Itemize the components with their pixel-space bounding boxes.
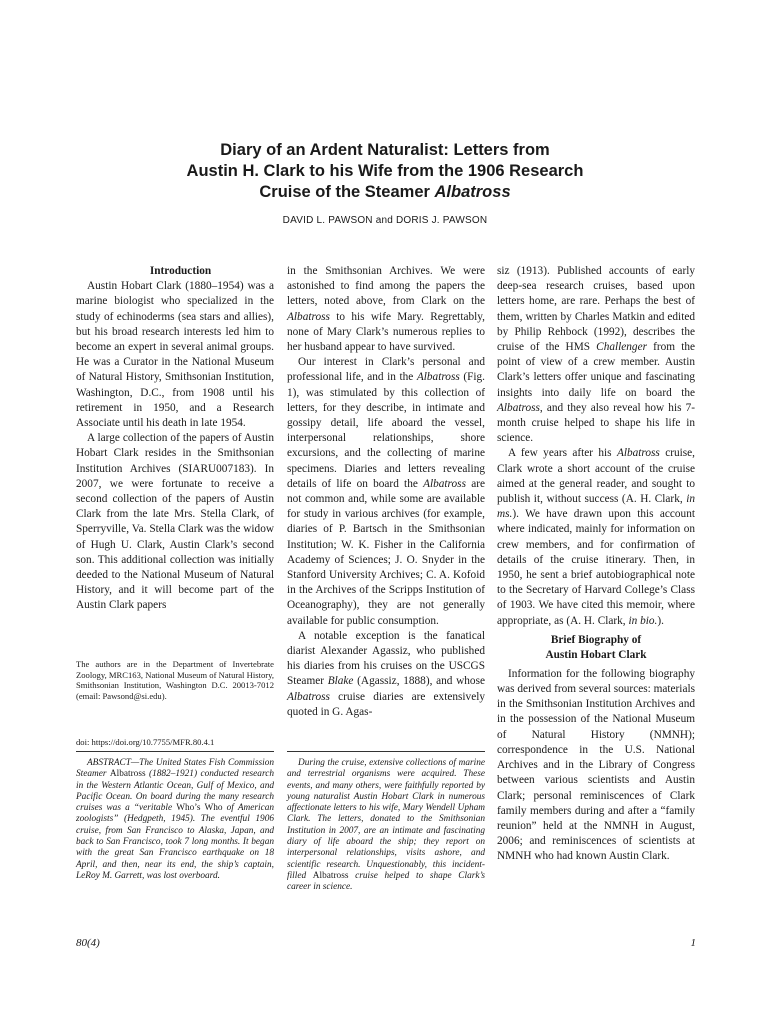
volume-number: 80(4)	[76, 937, 100, 949]
text-run: (Fig. 1), was stimulated by this collection of letters, for they describe, in intimate and gossipy detail, life aboard the vessel, interpersonal relationships, shore excursions, and the collecting of marine specimens. Diaries and letters revealing details of life on board the	[287, 371, 485, 490]
heading-line: Brief Biography of	[550, 633, 642, 646]
text-run: Our interest in Clark’s personal and professional life, and in the	[287, 356, 485, 384]
abstract-divider	[76, 751, 274, 752]
author-byline: DAVID L. PAWSON and DORIS J. PAWSON	[282, 215, 488, 226]
upright-run: Albatross	[312, 870, 349, 881]
doi-link[interactable]: doi: https://doi.org/10.7755/MFR.80.4.1	[76, 737, 215, 747]
text-run: cruise, Clark wrote a short account of the cruise aimed at the general reader, and sought to publish it, without success (A. H. Clark,	[497, 447, 695, 506]
text-run: A notable exception is the fanatical diarist Alexander Agassiz, who published his diaries from his cruises on the USCGS Steamer	[287, 629, 485, 688]
article-title	[0, 140, 770, 203]
text-run: siz (1913). Published accounts of early deep-sea research cruises, based upon letters home, are rare. Perhaps the best of them, written by Charles Matkin and edited by Philip Rehbock (1992), describes the cruise of the HMS	[497, 265, 695, 354]
text-run: (1882–1921) conducted research in the Western Atlantic Ocean, Gulf of Mexico, and Pacific Ocean. On board during the many research cruises was a “veritable	[76, 769, 274, 814]
upright-run: Albatross	[109, 769, 146, 780]
title-line-1: Diary of an Ardent Naturalist: Letters from	[220, 141, 550, 159]
text-run: in the Smithsonian Archives. We were astonished to find among the papers the letters, noted above, from Clark on the	[287, 265, 485, 308]
text-run: are not common and, while some are available for study in various archives (for example, diaries of P. Bartsch in the Smithsonian Institution; W. K. Fisher in the California Academy of Sciences; J. O. Snyder in the Stanford University Archives; C. A. Kofoid in the Archives of the Scripps Institution of Oceanography), they are not generally available for public consumption.	[287, 477, 485, 627]
abstract-divider	[287, 751, 485, 752]
italic-run: Albatross	[423, 477, 466, 490]
text-run: ).	[657, 614, 664, 627]
paragraph	[497, 446, 695, 628]
italic-run: in ms.	[497, 493, 695, 521]
section-heading-biography	[497, 633, 695, 663]
paragraph	[287, 629, 485, 720]
abstract-part-2	[287, 758, 485, 894]
text-run: ABSTRACT—The United States Fish Commission Steamer	[76, 758, 274, 780]
text-run: (Agassiz, 1888), and whose	[353, 675, 485, 688]
text-run: to his wife Mary. Regrettably, none of Mary Clark’s numerous replies to her husband appear to have survived.	[287, 310, 485, 354]
paragraph	[287, 264, 485, 355]
page-number: 1	[690, 937, 696, 949]
italic-run: Blake	[327, 675, 354, 688]
italic-run: Albatross	[416, 371, 460, 384]
text-run: of American zoologists” (Hedgpeth, 1945). The eventful 1906 cruise, from San Francisco to Alaska, Japan, and back to San Francisco, took 7 long months. It began with the great San Francisco earthquake on 18 April, and then, near its end, the ship’s captain, LeRoy M. Garrett, was lost overboard.	[76, 803, 274, 881]
upright-run: Who’s Who	[176, 803, 223, 814]
text-run: ). We have drawn upon this account where indicated, mainly for information on crew members, and for confirmation of details of the cruise itinerary. Then, in 1950, he sent a brief autobiographical note to the Secretary of Harvard College’s Class of 1903. We have cited this memoir, where appropriate, as (A. H. Clark,	[497, 508, 695, 627]
text-run: During the cruise, extensive collections of marine and terrestrial organisms were acquired. These events, and many others, were faithfully reported by young naturalist Austin Hobart Clark in numerous affectionate letters to his wife, Mary Wendell Upham Clark. The letters, donated to the Smithsonian Institution in 2007, are an intimate and fascinating diary of life aboard the ship; they report on interpersonal relationships, visits ashore, and scientific research. Unquestionably, this incident-filled	[287, 758, 485, 881]
text-run: cruise helped to shape Clark’s career in science.	[287, 870, 485, 893]
paragraph: A large collection of the papers of Austin Hobart Clark resides in the Smithsonian Institution Archives (SIARU007183). In 2007, we were fortunate to receive a second collection of the papers of Austin Clark from the late Mrs. Stella Clark, of Sperryville, Va. Stella Clark was the widow of Hugh U. Clark, Austin Clark’s second son. This additional collection was initially deeded to the National Museum of Natural History, and it will become part of the Austin Clark papers	[76, 432, 274, 612]
text-run: , and they also reveal how his 7-month cruise helped to shape his life in science.	[497, 401, 695, 445]
title-ship-name: Albatross	[434, 183, 511, 201]
text-run: cruise diaries are extensively quoted in G. Agas-	[287, 690, 485, 718]
paragraph: Austin Hobart Clark (1880–1954) was a marine biologist who specialized in the study of echinoderms (sea stars and allies), but his broad research interests led him to become an expert in several animal groups. He was a Curator in the National Museum of Natural History, Smithsonian Institution, Washington, D.C., from 1908 until his retirement in 1950, and a Research Associate until his death in late 1954.	[76, 280, 274, 430]
title-line-3-text: Cruise of the Steamer	[259, 183, 435, 201]
author-affiliation-footnote: The authors are in the Department of Invertebrate Zoology, MRC163, National Museum of Natural History, Smithsonian Institution, Washington D.C. 20013-7012 (email: Pawsond@si.edu).	[76, 659, 274, 701]
italic-run: Albatross	[287, 310, 330, 323]
section-heading-introduction: Introduction	[149, 265, 212, 277]
italic-run: Albatross	[287, 690, 330, 703]
column-1	[76, 264, 274, 614]
italic-run: Albatross	[616, 447, 660, 460]
text-run: A few years after his	[508, 447, 617, 460]
italic-run: in bio.	[628, 614, 658, 627]
title-line-3	[0, 182, 770, 203]
paragraph	[287, 355, 485, 629]
paragraph: Information for the following biography was derived from several sources: materials in the Smithsonian Institution Archives and in the possession of the National Museum of Natural History (NMNH); correspondence in the U.S. National Archives and in the Library of Congress between various scientists and Austin Clark; personal reminiscences of Clark family members during and after a “family reunion” held at the NMNH in August, 2006; and reminiscences of scientists at NMNH who had known Austin Clark.	[497, 667, 695, 863]
title-line-2: Austin H. Clark to his Wife from the 1906 Research	[186, 162, 584, 180]
text-run: from the point of view of a crew member. Austin Clark’s letters offer unique and fascinating insights into daily life on board the	[497, 341, 695, 399]
italic-run: Albatross	[497, 401, 540, 414]
column-2	[287, 264, 485, 720]
heading-line: Austin Hobart Clark	[545, 648, 647, 661]
abstract-part-1	[76, 758, 274, 882]
column-3	[497, 264, 695, 865]
paragraph	[497, 264, 695, 446]
italic-run: Challenger	[596, 341, 647, 354]
